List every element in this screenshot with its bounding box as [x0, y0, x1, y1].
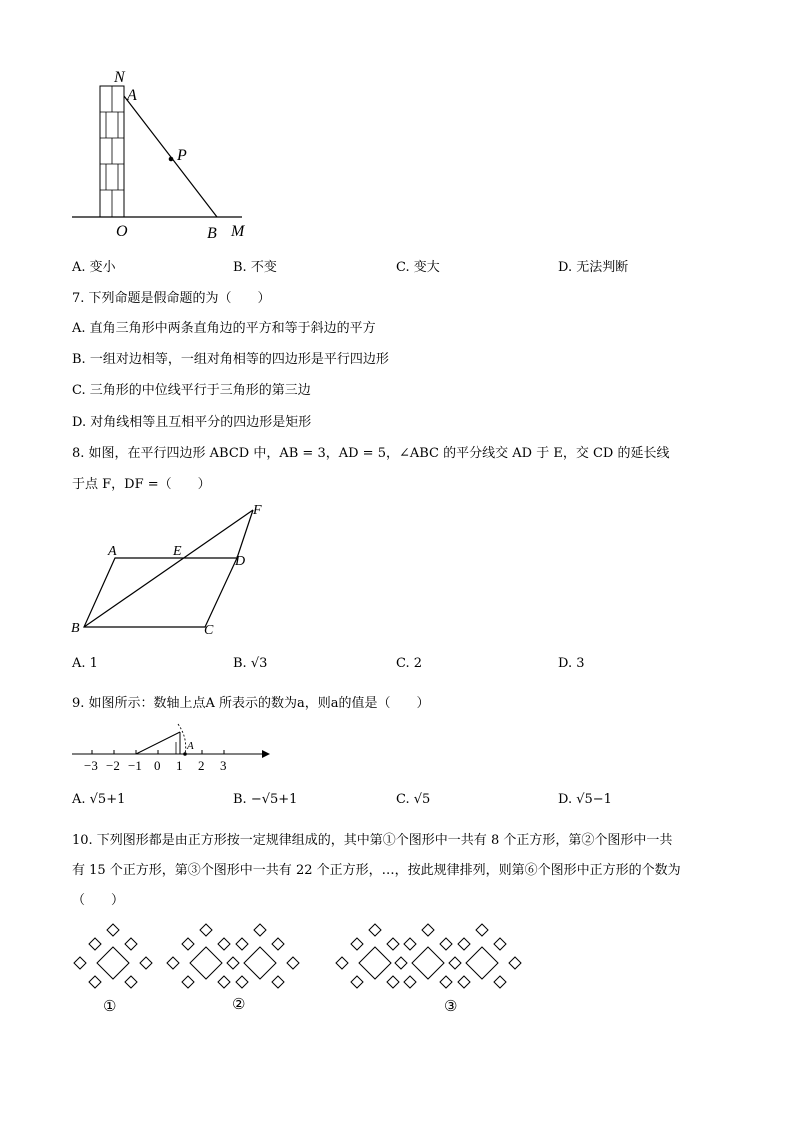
- q7-stem: 7. 下列命题是假命题的为（ ）: [72, 291, 271, 306]
- q9-option-d[interactable]: D. √5−1: [558, 792, 612, 807]
- figure-label-1: ①: [103, 999, 117, 1015]
- figure-2: [167, 924, 299, 988]
- q6-option-b[interactable]: B. 不变: [233, 260, 277, 275]
- q6-option-c[interactable]: C. 变大: [396, 260, 440, 275]
- q7-option-d[interactable]: D. 对角线相等且互相平分的四边形是矩形: [72, 415, 312, 430]
- q8-stem-line2: 于点 F，DF =（ ）: [72, 477, 211, 492]
- label-p: P: [177, 147, 187, 164]
- tick-label-3: 3: [220, 758, 227, 773]
- tick-label-2: 2: [198, 758, 205, 773]
- tick-label-m2: −2: [106, 758, 120, 773]
- q6-option-d[interactable]: D. 无法判断: [558, 260, 629, 275]
- label-n: N: [114, 69, 125, 86]
- q8-option-a[interactable]: A. 1: [72, 656, 98, 671]
- parallelogram-abcd: [84, 558, 237, 627]
- q8-option-d[interactable]: D. 3: [558, 656, 585, 671]
- label-e: E: [173, 544, 182, 559]
- q6-option-a[interactable]: A. 变小: [72, 260, 116, 275]
- figure-label-2: ②: [232, 997, 246, 1013]
- q9-option-a[interactable]: A. √5+1: [72, 792, 126, 807]
- point-p: [169, 157, 174, 162]
- label-b: B: [207, 225, 217, 242]
- q10-stem-line1: 10. 下列图形都是由正方形按一定规律组成的，其中第①个图形中一共有 8 个正方形，第②个图形中一共: [72, 833, 673, 848]
- tick-label-1: 1: [176, 758, 183, 773]
- q9-stem: 9. 如图所示：数轴上点A 所表示的数为a，则a的值是（ ）: [72, 696, 430, 711]
- q10-stem-line3: （ ）: [72, 893, 125, 908]
- arc: [178, 724, 186, 754]
- label-f: F: [253, 503, 262, 518]
- label-o: O: [116, 223, 128, 240]
- figure-1: [74, 924, 152, 988]
- q9-option-c[interactable]: C. √5: [396, 792, 431, 807]
- label-b: B: [71, 621, 80, 636]
- point-a: [183, 752, 187, 756]
- tick-label-m1: −1: [128, 758, 142, 773]
- q8-option-b[interactable]: B. √3: [233, 656, 268, 671]
- label-m: M: [231, 223, 245, 240]
- tick-label-m3: −3: [84, 758, 98, 773]
- label-a: A: [127, 87, 137, 104]
- q8-figure: [60, 498, 280, 643]
- label-c: C: [204, 623, 214, 638]
- q7-option-b[interactable]: B. 一组对边相等，一组对角相等的四边形是平行四边形: [72, 352, 389, 367]
- figure-3: [336, 924, 521, 988]
- q7-option-c[interactable]: C. 三角形的中位线平行于三角形的第三边: [72, 383, 311, 398]
- q10-stem-line2: 有 15 个正方形，第③个图形中一共有 22 个正方形，…，按此规律排列，则第⑥个图形中正方形的个数为: [72, 863, 681, 878]
- axis-arrow: [262, 750, 270, 758]
- figure-label-3: ③: [444, 999, 458, 1015]
- q7-option-a[interactable]: A. 直角三角形中两条直角边的平方和等于斜边的平方: [72, 321, 376, 336]
- q6-figure: [60, 62, 260, 244]
- line-df: [237, 510, 253, 558]
- ladder-ab: [124, 96, 217, 217]
- tick-label-0: 0: [154, 758, 161, 773]
- label-a: A: [108, 544, 117, 559]
- label-d: D: [235, 554, 246, 569]
- q9-option-b[interactable]: B. −√5+1: [233, 792, 298, 807]
- q8-stem-line1: 8. 如图，在平行四边形 ABCD 中，AB = 3，AD = 5，∠ABC 的平分线交 AD 于 E，交 CD 的延长线: [72, 446, 670, 461]
- q10-figure: [60, 915, 580, 1020]
- label-a: A: [187, 740, 194, 752]
- q8-option-c[interactable]: C. 2: [396, 656, 423, 671]
- line-bf: [84, 510, 253, 627]
- q9-number-line: [66, 718, 276, 776]
